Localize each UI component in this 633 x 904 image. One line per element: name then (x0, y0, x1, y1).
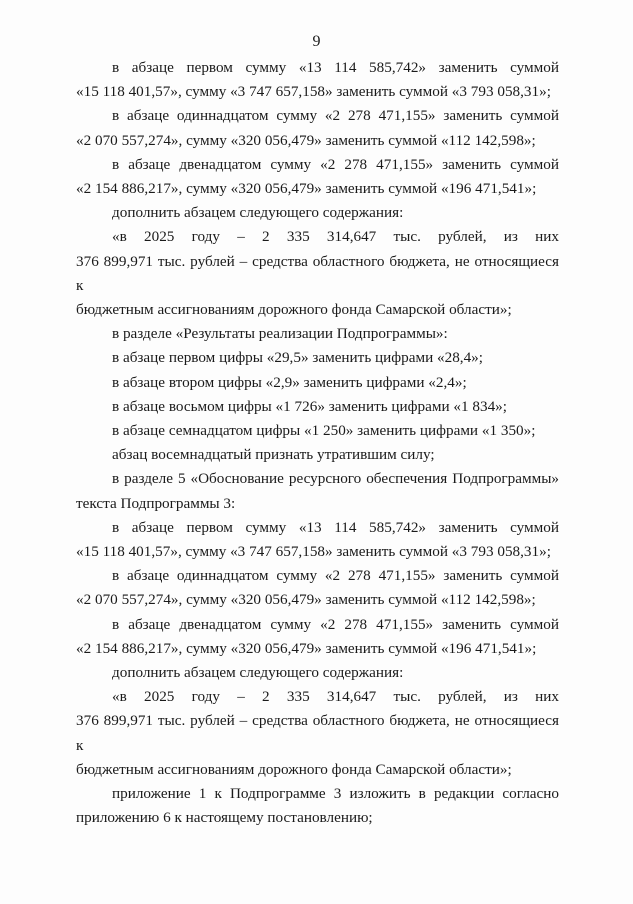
document-body (76, 56, 559, 831)
paragraph-line: в абзаце двенадцатом сумму «2 278 471,155» заменить суммой (112, 615, 559, 633)
paragraph (76, 322, 559, 346)
paragraph (76, 153, 559, 201)
paragraph-line: в абзаце одиннадцатом сумму «2 278 471,155» заменить суммой (112, 567, 559, 585)
page-number: 9 (312, 33, 321, 50)
paragraph-line: «2 070 557,274», сумму «320 056,479» заменить суммой «112 142,598»; (76, 131, 536, 149)
paragraph (76, 661, 559, 685)
paragraph-line: «15 118 401,57», сумму «3 747 657,158» заменить суммой «3 793 058,31»; (76, 83, 551, 101)
paragraph (76, 613, 559, 661)
paragraph (76, 685, 559, 782)
paragraph-line: в абзаце первом цифры «29,5» заменить цифрами «28,4»; (112, 349, 483, 367)
paragraph (76, 516, 559, 564)
paragraph-line: дополнить абзацем следующего содержания: (112, 664, 404, 682)
paragraph-line: дополнить абзацем следующего содержания: (112, 204, 404, 222)
paragraph (76, 467, 559, 515)
paragraph (76, 443, 559, 467)
paragraph-line: в абзаце втором цифры «2,9» заменить цифрами «2,4»; (112, 373, 467, 391)
paragraph (76, 225, 559, 322)
paragraph (76, 419, 559, 443)
paragraph-line: текста Подпрограммы 3: (76, 494, 236, 512)
paragraph (76, 564, 559, 612)
paragraph-line: в разделе 5 «Обоснование ресурсного обеспечения Подпрограммы» (112, 470, 559, 488)
paragraph-line: 376 899,971 тыс. рублей – средства областного бюджета, не относящиеся к (76, 252, 559, 294)
paragraph-line: в абзаце семнадцатом цифры «1 250» заменить цифрами «1 350»; (112, 422, 536, 440)
paragraph-line: абзац восемнадцатый признать утратившим силу; (112, 446, 435, 464)
paragraph-line: бюджетным ассигнованиям дорожного фонда Самарской области»; (76, 760, 512, 778)
paragraph (76, 371, 559, 395)
paragraph (76, 201, 559, 225)
paragraph-line: 376 899,971 тыс. рублей – средства областного бюджета, не относящиеся к (76, 712, 559, 754)
paragraph-line: в абзаце первом сумму «13 114 585,742» заменить суммой (112, 518, 559, 536)
paragraph-line: бюджетным ассигнованиям дорожного фонда Самарской области»; (76, 301, 512, 319)
paragraph (76, 104, 559, 152)
paragraph-line: «в 2025 году – 2 335 314,647 тыс. рублей, из них (112, 688, 559, 706)
paragraph-line: «2 154 886,217», сумму «320 056,479» заменить суммой «196 471,541»; (76, 180, 537, 198)
paragraph-line: в абзаце одиннадцатом сумму «2 278 471,155» заменить суммой (112, 107, 559, 125)
paragraph-line: «15 118 401,57», сумму «3 747 657,158» заменить суммой «3 793 058,31»; (76, 543, 551, 561)
paragraph (76, 346, 559, 370)
paragraph (76, 395, 559, 419)
paragraph-line: приложению 6 к настоящему постановлению; (76, 809, 373, 827)
paragraph-line: «в 2025 году – 2 335 314,647 тыс. рублей, из них (112, 228, 559, 246)
paragraph (76, 56, 559, 104)
paragraph-line: «2 070 557,274», сумму «320 056,479» заменить суммой «112 142,598»; (76, 591, 536, 609)
paragraph-line: в абзаце восьмом цифры «1 726» заменить цифрами «1 834»; (112, 397, 507, 415)
paragraph (76, 782, 559, 830)
paragraph-line: в абзаце двенадцатом сумму «2 278 471,155» заменить суммой (112, 155, 559, 173)
paragraph-line: «2 154 886,217», сумму «320 056,479» заменить суммой «196 471,541»; (76, 639, 537, 657)
paragraph-line: в абзаце первом сумму «13 114 585,742» заменить суммой (112, 59, 559, 76)
paragraph-line: в разделе «Результаты реализации Подпрограммы»: (112, 325, 448, 343)
paragraph-line: приложение 1 к Подпрограмме 3 изложить в редакции согласно (112, 785, 559, 803)
